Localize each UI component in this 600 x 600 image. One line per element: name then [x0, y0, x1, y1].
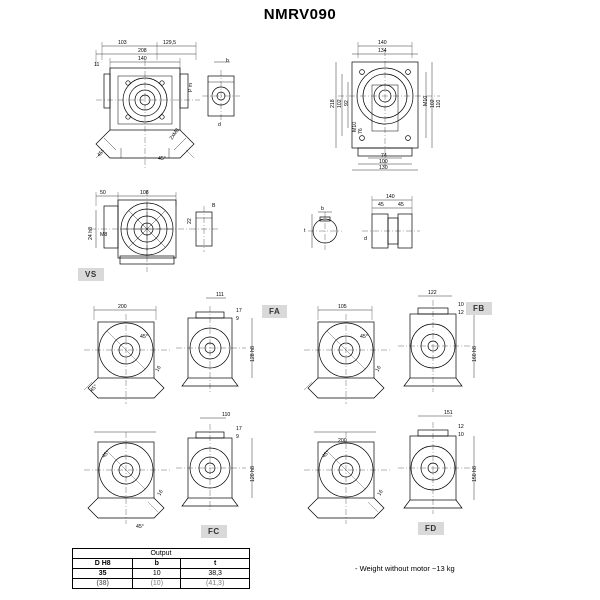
view-fc-right — [176, 418, 252, 512]
dim-fb-10: 10 — [458, 302, 464, 308]
dim-1295: 129,5 — [163, 40, 176, 46]
dim-24h8: 24 h8 — [88, 227, 94, 240]
dim-fd-150: 150 h8 — [472, 466, 478, 482]
cell-t-alt: (41,3) — [181, 579, 250, 589]
dim-fc-9: 9 — [236, 434, 239, 440]
view-fb-left — [304, 306, 390, 404]
cell-dh8-alt: (38) — [73, 579, 133, 589]
dim-140b: 140 — [378, 40, 387, 46]
table-header-t: t — [181, 559, 250, 569]
tag-fd: FD — [418, 522, 444, 535]
dim-fb-16: 16 — [374, 364, 383, 373]
output-spec-table — [72, 548, 250, 589]
dim-76: 76 — [358, 128, 364, 134]
tag-fb: FB — [466, 302, 492, 315]
dim-fa-128: 128 h8 — [250, 346, 256, 362]
dim-fd-12: 12 — [458, 424, 464, 430]
dim-m8: M8 — [100, 232, 108, 238]
dim-45c: 45 — [378, 202, 384, 208]
dim-m10a: M10 — [352, 121, 358, 132]
dim-fc-16: 16 — [156, 488, 165, 497]
table-group-header: Output — [73, 549, 250, 559]
dim-fa-45a: 45° — [140, 334, 148, 340]
dim-fb-105: 105 — [338, 304, 347, 310]
table-header-b: b — [133, 559, 181, 569]
page-title: NMRV090 — [263, 6, 337, 23]
cell-dh8: 35 — [73, 569, 133, 579]
dim-108: 108 — [140, 190, 149, 196]
dim-92: 92 — [344, 100, 350, 106]
dim-t2: t — [304, 228, 306, 234]
tag-fa: FA — [262, 305, 287, 318]
dim-22: 22 — [187, 218, 193, 224]
dim-74: 74 — [381, 153, 387, 159]
dim-fa-16: 16 — [154, 364, 163, 373]
dim-fc-45b: 45° — [136, 524, 144, 530]
dim-45d: 45 — [398, 202, 404, 208]
dim-50: 50 — [100, 190, 106, 196]
tag-vs: VS — [78, 268, 104, 281]
dim-fb-160: 160 h8 — [472, 346, 478, 362]
dim-134: 134 — [378, 48, 387, 54]
dim-fd-151: 151 — [444, 410, 453, 416]
dim-fa-200: 200 — [118, 304, 127, 310]
dim-110: 110 — [436, 99, 442, 108]
dim-103: 103 — [118, 40, 127, 46]
dim-fc-120: 120 h8 — [250, 466, 256, 482]
dim-2xm8: 2xM8 — [168, 127, 181, 142]
dim-d2: d — [364, 236, 367, 242]
dim-100: 100 — [379, 159, 388, 165]
view-fd-left — [304, 432, 390, 524]
dim-fc-45a: 45° — [101, 449, 111, 460]
dim-208: 208 — [138, 48, 147, 54]
dim-m10b: M10 — [423, 95, 429, 106]
dim-102a: 102 — [337, 99, 343, 108]
dim-fb-45: 45° — [360, 334, 368, 340]
dim-fd-45: 45° — [321, 449, 331, 460]
dim-45-a: 45° — [96, 148, 106, 159]
table-header-dh8: D H8 — [73, 559, 133, 569]
dim-fd-10: 10 — [458, 432, 464, 438]
dim-fa-45b: 45° — [89, 383, 99, 394]
dim-b-small: b — [226, 58, 229, 64]
dim-b2: b — [321, 206, 324, 212]
dim-fb-12: 12 — [458, 310, 464, 316]
table-row — [73, 569, 250, 579]
dim-fa-111: 111 — [216, 292, 224, 298]
dim-fd-200: 200 — [338, 438, 347, 444]
dim-d-small: d — [218, 122, 221, 128]
view-top-left — [96, 42, 240, 168]
dim-fa-17: 17 — [236, 308, 242, 314]
dim-11: 11 — [94, 62, 100, 68]
dim-fb-122: 122 — [428, 290, 437, 296]
dim-fa-9: 9 — [236, 316, 239, 322]
dim-102b: 102 — [430, 99, 436, 108]
dimension-labels — [88, 40, 478, 530]
dim-fd-16: 16 — [376, 488, 385, 497]
cell-t: 38,3 — [181, 569, 250, 579]
dim-fc-17: 17 — [236, 426, 242, 432]
dim-B: B — [212, 203, 216, 209]
dim-140c: 140 — [386, 194, 395, 200]
view-fd-right — [398, 416, 474, 514]
weight-note: - Weight without motor ~13 kg — [355, 564, 455, 573]
cell-b-alt: (10) — [133, 579, 181, 589]
table-row — [73, 579, 250, 589]
dim-140: 140 — [138, 56, 147, 62]
dim-pm: P m — [188, 82, 194, 92]
cell-b: 10 — [133, 569, 181, 579]
dim-218: 218 — [330, 99, 336, 108]
view-mid-left — [90, 190, 218, 272]
dim-130: 130 — [379, 165, 388, 171]
tag-fc: FC — [201, 525, 227, 538]
view-fc-left — [84, 432, 170, 524]
dim-45-b: 45° — [158, 156, 166, 162]
dim-fc-110: 110 — [222, 412, 231, 418]
